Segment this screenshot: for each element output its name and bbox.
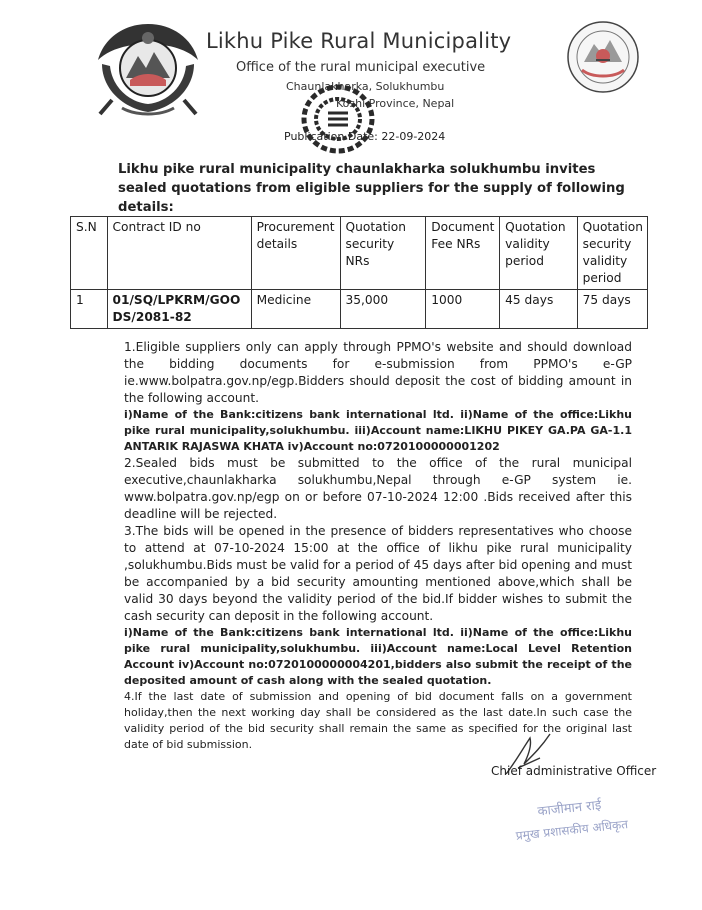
cell-security: 35,000: [340, 290, 426, 329]
address-line-1: Chaunlakharka, Solukhumbu: [286, 80, 445, 93]
column-header-security-validity: Quotation security validity period: [577, 217, 647, 290]
table-header-row: [71, 217, 648, 290]
clause-3: 3.The bids will be opened in the presence of bidders representatives who choose to attend at 07-10-2024 15:00 at the office of likhu pike rural municipality ,solukhumbu.Bids must be valid for a period of 45 days after bid opening and must be accompanied by a bid security amounting mentioned above,which shall be valid 30 days beyond the validity period of the bid.If bidder wishes to submit the cash security can deposit in the following account.: [124, 524, 632, 623]
address-line-2: Koshi Province, Nepal: [336, 97, 455, 110]
column-header-validity: Quotation validity period: [500, 217, 577, 290]
contract-table: [70, 216, 648, 329]
nepal-emblem-logo: [92, 20, 204, 118]
cell-fee: 1000: [426, 290, 500, 329]
column-header-contract-id: Contract ID no: [107, 217, 251, 290]
notice-body: [124, 339, 632, 753]
signoff-title: Chief administrative Officer: [491, 764, 657, 778]
clause-4: 4.If the last date of submission and opening of bid document falls on a government holiday,then the next working day shall be considered as the last date.In such case the validity period of the bid security shall remain the same as specified for the original last date of bid submission.: [124, 690, 632, 751]
name-seal-stamp: [512, 794, 642, 844]
svg-text:प्रमुख प्रशासकीय अधिकृत: प्रमुख प्रशासकीय अधिकृत: [515, 817, 629, 843]
column-header-procurement: Procurement details: [251, 217, 340, 290]
clause-3-bank-details: i)Name of the Bank:citizens bank international ltd. ii)Name of the office:Likhu pike rural municipality,solukhumbu. iii)Account name:Local Level Retention Account iv)Account no:0720100000004201,bidders also submit the receipt of the deposited amount of cash along with the sealed quotation.: [124, 626, 632, 687]
column-header-sn: S.N: [71, 217, 108, 290]
clause-1: 1.Eligible suppliers only can apply through PPMO's website and should download the bidding documents for e-submission from PPMO's e-GP ie.www.bolpatra.gov.np/egp.Bidders should deposit the cost of bidding amount in the following account.: [124, 340, 632, 405]
municipality-logo: [566, 20, 640, 94]
intro-statement: Likhu pike rural municipality chaunlakharka solukhumbu invites sealed quotations from eligible suppliers for the supply of following details:: [118, 162, 625, 215]
table-row: [71, 290, 648, 329]
cell-validity: 45 days: [500, 290, 577, 329]
clause-1-bank-details: i)Name of the Bank:citizens bank international ltd. ii)Name of the office:Likhu pike rural municipality,solukhumbu. iii)Account name:LIKHU PIKEY GA.PA GA-1.1 ANTARIK RAJASWA KHATA iv)Account no:0720100000001202: [124, 408, 632, 453]
cell-security-validity: 75 days: [577, 290, 647, 329]
cell-procurement: Medicine: [251, 290, 340, 329]
municipality-title: Likhu Pike Rural Municipality: [206, 29, 512, 53]
cell-sn: 1: [71, 290, 108, 329]
office-subtitle: Office of the rural municipal executive: [236, 60, 486, 75]
official-stamp: [300, 83, 376, 155]
publication-date: Publication Date: 22-09-2024: [284, 130, 446, 143]
column-header-security: Quotation security NRs: [340, 217, 426, 290]
cell-contract-id: 01/SQ/LPKRM/GOODS/2081-82: [107, 290, 251, 329]
clause-2: 2.Sealed bids must be submitted to the office of the rural municipal executive,chaunlakharka solukhumbu,Nepal through e-GP system ie. www.bolpatra.gov.np/egp on or before 07-10-2024 12:00 .Bids received after this deadline will be rejected.: [124, 456, 632, 521]
column-header-fee: Document Fee NRs: [426, 217, 500, 290]
svg-text:काजीमान राई: काजीमान राई: [536, 797, 602, 820]
